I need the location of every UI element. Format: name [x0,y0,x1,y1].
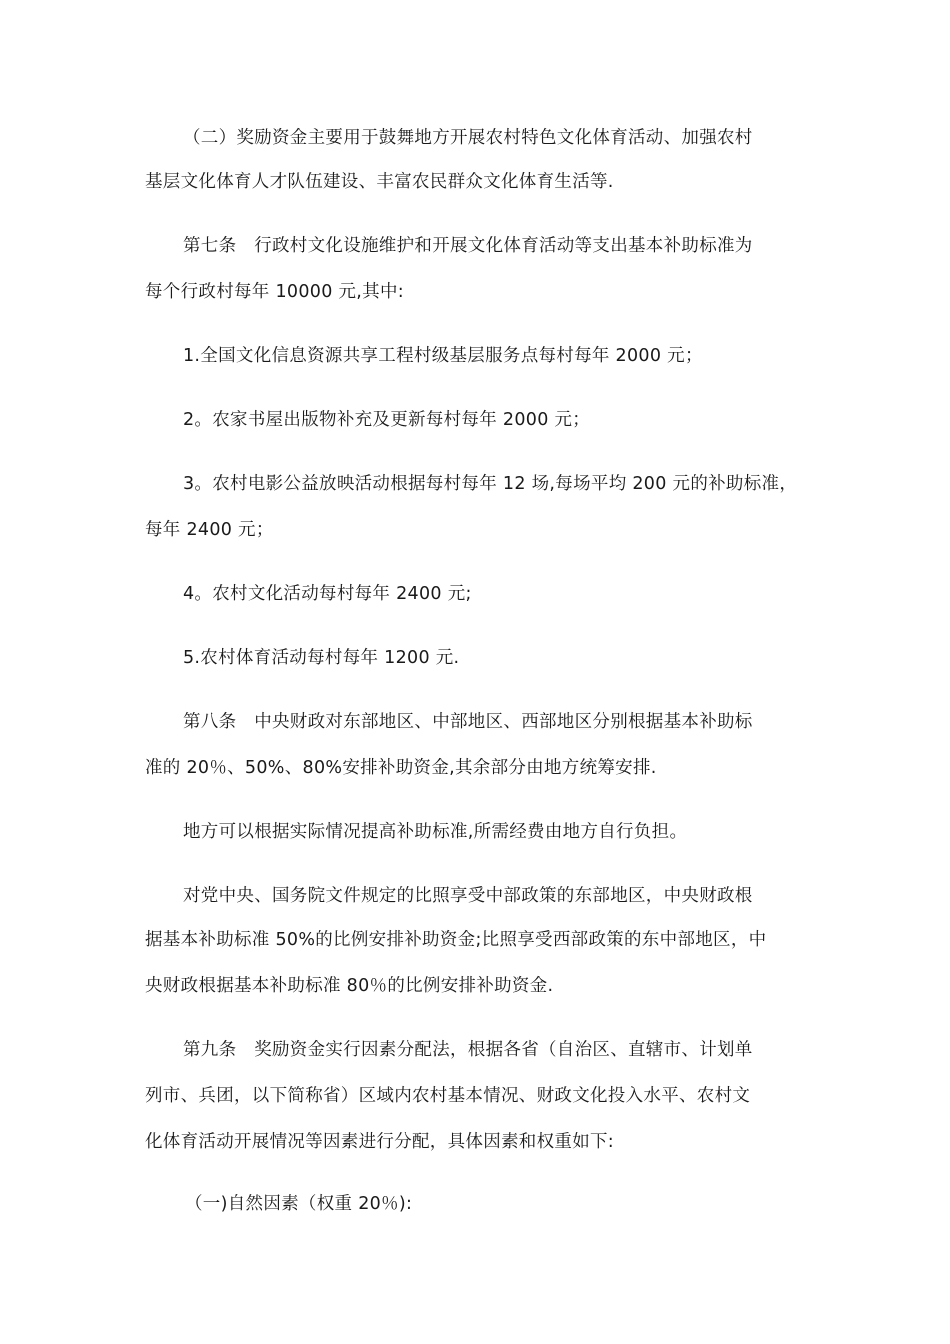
paragraph-line: 列市、兵团，以下简称省）区域内农村基本情况、财政文化投入水平、农村文 [145,1086,751,1106]
paragraph-line: 地方可以根据实际情况提高补助标准,所需经费由地方自行负担。 [183,822,688,842]
paragraph-line: 央财政根据基本补助标准 80％的比例安排补助资金. [145,976,554,996]
paragraph-line: 4。农村文化活动每村每年 2400 元; [183,584,472,604]
paragraph-line: 据基本补助标准 50%的比例安排补助资金;比照享受西部政策的东中部地区，中 [145,930,767,950]
paragraph-line: 第九条 奖励资金实行因素分配法，根据各省（自治区、直辖市、计划单 [183,1040,753,1060]
paragraph-line: 每个行政村每年 10000 元,其中: [145,282,404,302]
paragraph-line: 3。农村电影公益放映活动根据每村每年 12 场,每场平均 200 元的补助标准， [183,474,798,494]
paragraph-line: 化体育活动开展情况等因素进行分配，具体因素和权重如下: [145,1132,614,1152]
paragraph-line: 基层文化体育人才队伍建设、丰富农民群众文化体育生活等. [145,172,614,192]
paragraph-line: 准的 20％、50%、80%安排补助资金,其余部分由地方统筹安排. [145,758,657,778]
paragraph-line: 第七条 行政村文化设施维护和开展文化体育活动等支出基本补助标准为 [183,236,753,256]
paragraph-line: 2。农家书屋出版物补充及更新每村每年 2000 元； [183,410,591,430]
paragraph-line: 对党中央、国务院文件规定的比照享受中部政策的东部地区，中央财政根 [183,886,753,906]
paragraph-line: 每年 2400 元； [145,520,274,540]
paragraph-line: （二）奖励资金主要用于鼓舞地方开展农村特色文化体育活动、加强农村 [183,128,753,148]
paragraph-line: （一)自然因素（权重 20％): [185,1194,413,1214]
paragraph-line: 第八条 中央财政对东部地区、中部地区、西部地区分别根据基本补助标 [183,712,753,732]
paragraph-line: 1.全国文化信息资源共享工程村级基层服务点每村每年 2000 元； [183,346,703,366]
paragraph-line: 5.农村体育活动每村每年 1200 元. [183,648,460,668]
